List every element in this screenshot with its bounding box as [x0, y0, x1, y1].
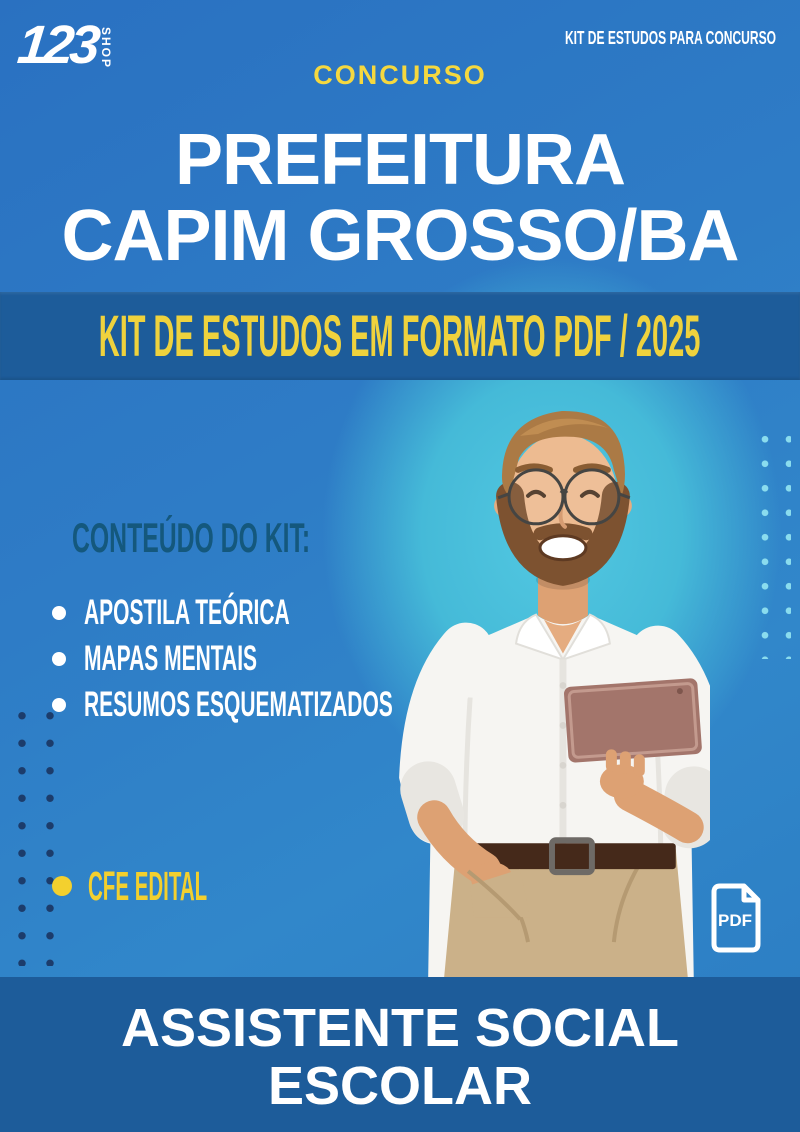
- kicker-concurso: CONCURSO: [313, 60, 487, 90]
- main-title-line1: PREFEITURA: [174, 120, 626, 200]
- footer-title-line2: ESCOLAR: [267, 1056, 532, 1117]
- pdf-icon: [706, 882, 766, 954]
- highlight-item-row: [52, 862, 326, 909]
- footer-title-line1: ASSISTENTE SOCIAL: [120, 998, 680, 1058]
- kit-list: [52, 590, 599, 728]
- kit-item-label: RESUMOS ESQUEMATIZADOS: [84, 685, 393, 724]
- banner-strip: [0, 292, 800, 380]
- dot-grid-left: [8, 702, 54, 966]
- highlight-item-label: CFE EDITAL: [88, 862, 208, 909]
- kit-item-label: APOSTILA TEÓRICA: [84, 593, 290, 632]
- content-heading: CONTEÚDO DO KIT:: [72, 514, 311, 561]
- kit-list-item: [52, 590, 599, 636]
- top-right-label: KIT DE ESTUDOS PARA CONCURSO: [564, 28, 776, 48]
- kit-item-label: MAPAS MENTAIS: [84, 639, 258, 678]
- bullet-icon: [52, 698, 66, 712]
- bullet-icon: [52, 652, 66, 666]
- logo-123-text: 123: [14, 15, 100, 75]
- main-title: [0, 122, 800, 275]
- logo-shop-text: SHOP: [99, 27, 114, 70]
- kit-list-item: [52, 636, 599, 682]
- footer-band: [0, 977, 800, 1132]
- bullet-icon: [52, 606, 66, 620]
- main-title-line2: CAPIM GROSSO/BA: [61, 196, 739, 277]
- pdf-label: PDF: [718, 911, 752, 930]
- banner-text: KIT DE ESTUDOS EM FORMATO PDF / 2025: [99, 303, 701, 369]
- bullet-icon-yellow: [52, 876, 72, 896]
- kit-list-item: [52, 682, 599, 728]
- dot-grid-right: [753, 427, 791, 659]
